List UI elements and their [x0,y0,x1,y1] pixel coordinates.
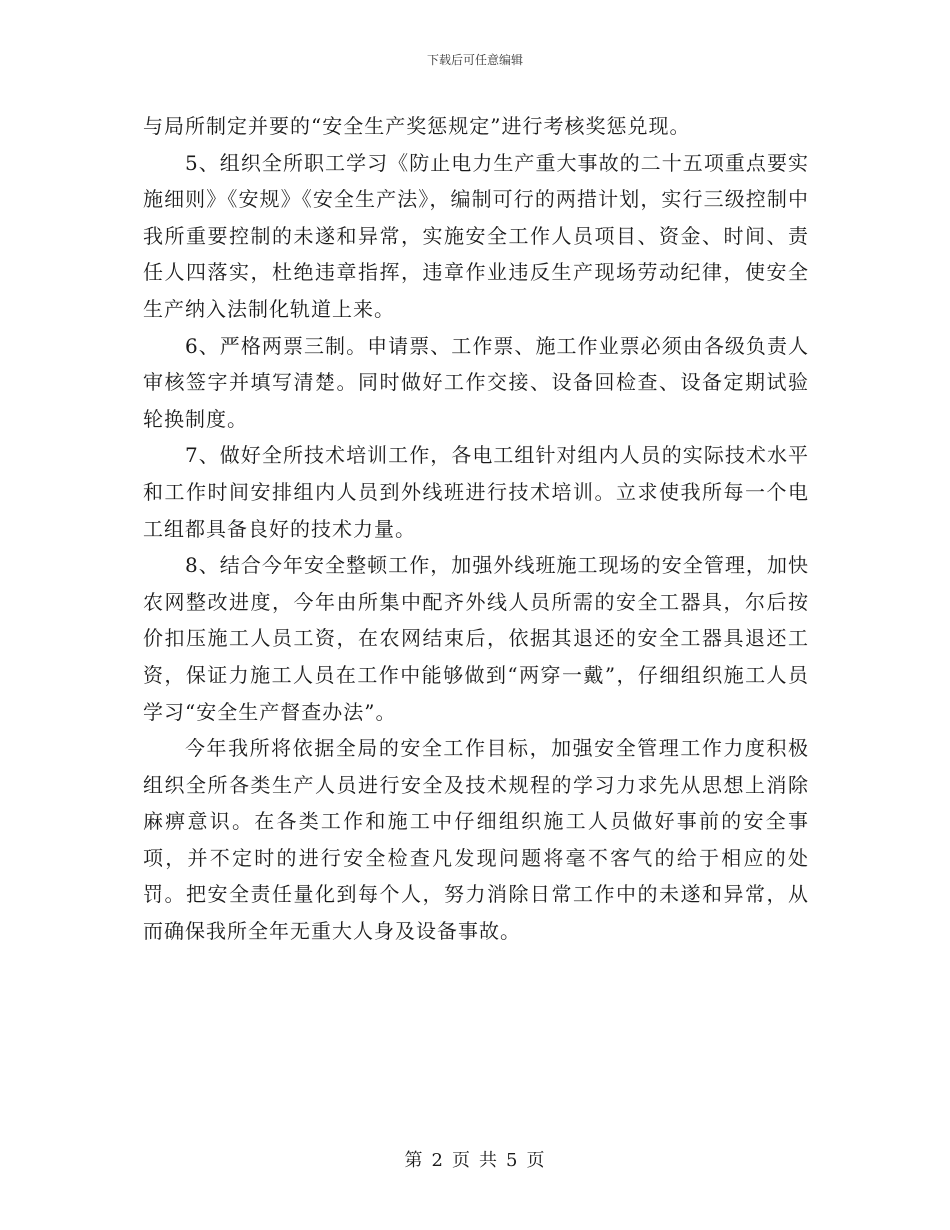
paragraph-item-7: 7、做好全所技术培训工作，各电工组针对组内人员的实际技术水平和工作时间安排组内人员到外线班进行技术培训。立求使我所每一个电工组都具备良好的技术力量。 [143,443,809,541]
footer-total-pages: 5 [506,1150,519,1171]
document-body [143,108,809,950]
paragraph-summary: 今年我所将依据全局的安全工作目标，加强安全管理工作力度积极组织全所各类生产人员进行安全及技术规程的学习力求先从思想上消除麻痹意识。在各类工作和施工中仔细组织施工人员做好事前的安全事项，并不定时的进行安全检查凡发现问题将毫不客气的给于相应的处罚。把安全责任量化到每个人，努力消除日常工作中的未遂和异常，从而确保我所全年无重大人身及设备事故。 [143,736,809,944]
footer-of: 共 [479,1150,498,1171]
footer-current-page: 2 [431,1150,444,1171]
page-header-note: 下载后可任意编辑 [426,53,523,67]
footer-prefix: 第 [404,1150,424,1171]
footer-page-word: 页 [452,1150,471,1171]
footer-suffix: 页 [526,1150,546,1171]
paragraph-item-8: 8、结合今年安全整顿工作，加强外线班施工现场的安全管理，加快农网整改进度，今年由所集中配齐外线人员所需的安全工器具，尔后按价扣压施工人员工资，在农网结束后，依据其退还的安全工器具退还工资，保证力施工人员在工作中能够做到“两穿一戴”，仔细组织施工人员学习“安全生产督查办法”。 [143,553,809,724]
paragraph-continuation: 与局所制定并要的“安全生产奖惩规定”进行考核奖惩兑现。 [143,114,691,138]
page-footer [0,1150,950,1172]
paragraph-item-6: 6、严格两票三制。申请票、工作票、施工作业票必须由各级负责人审核签字并填写清楚。同时做好工作交接、设备回检查、设备定期试验轮换制度。 [143,333,809,431]
paragraph-item-5: 5、组织全所职工学习《防止电力生产重大事故的二十五项重点要实施细则》《安规》《安全生产法》，编制可行的两措计划，实行三级控制中我所重要控制的未遂和异常，实施安全工作人员项目、资金、时间、责任人四落实，杜绝违章指挥，违章作业违反生产现场劳动纪律，使安全生产纳入法制化轨道上来。 [143,150,809,321]
